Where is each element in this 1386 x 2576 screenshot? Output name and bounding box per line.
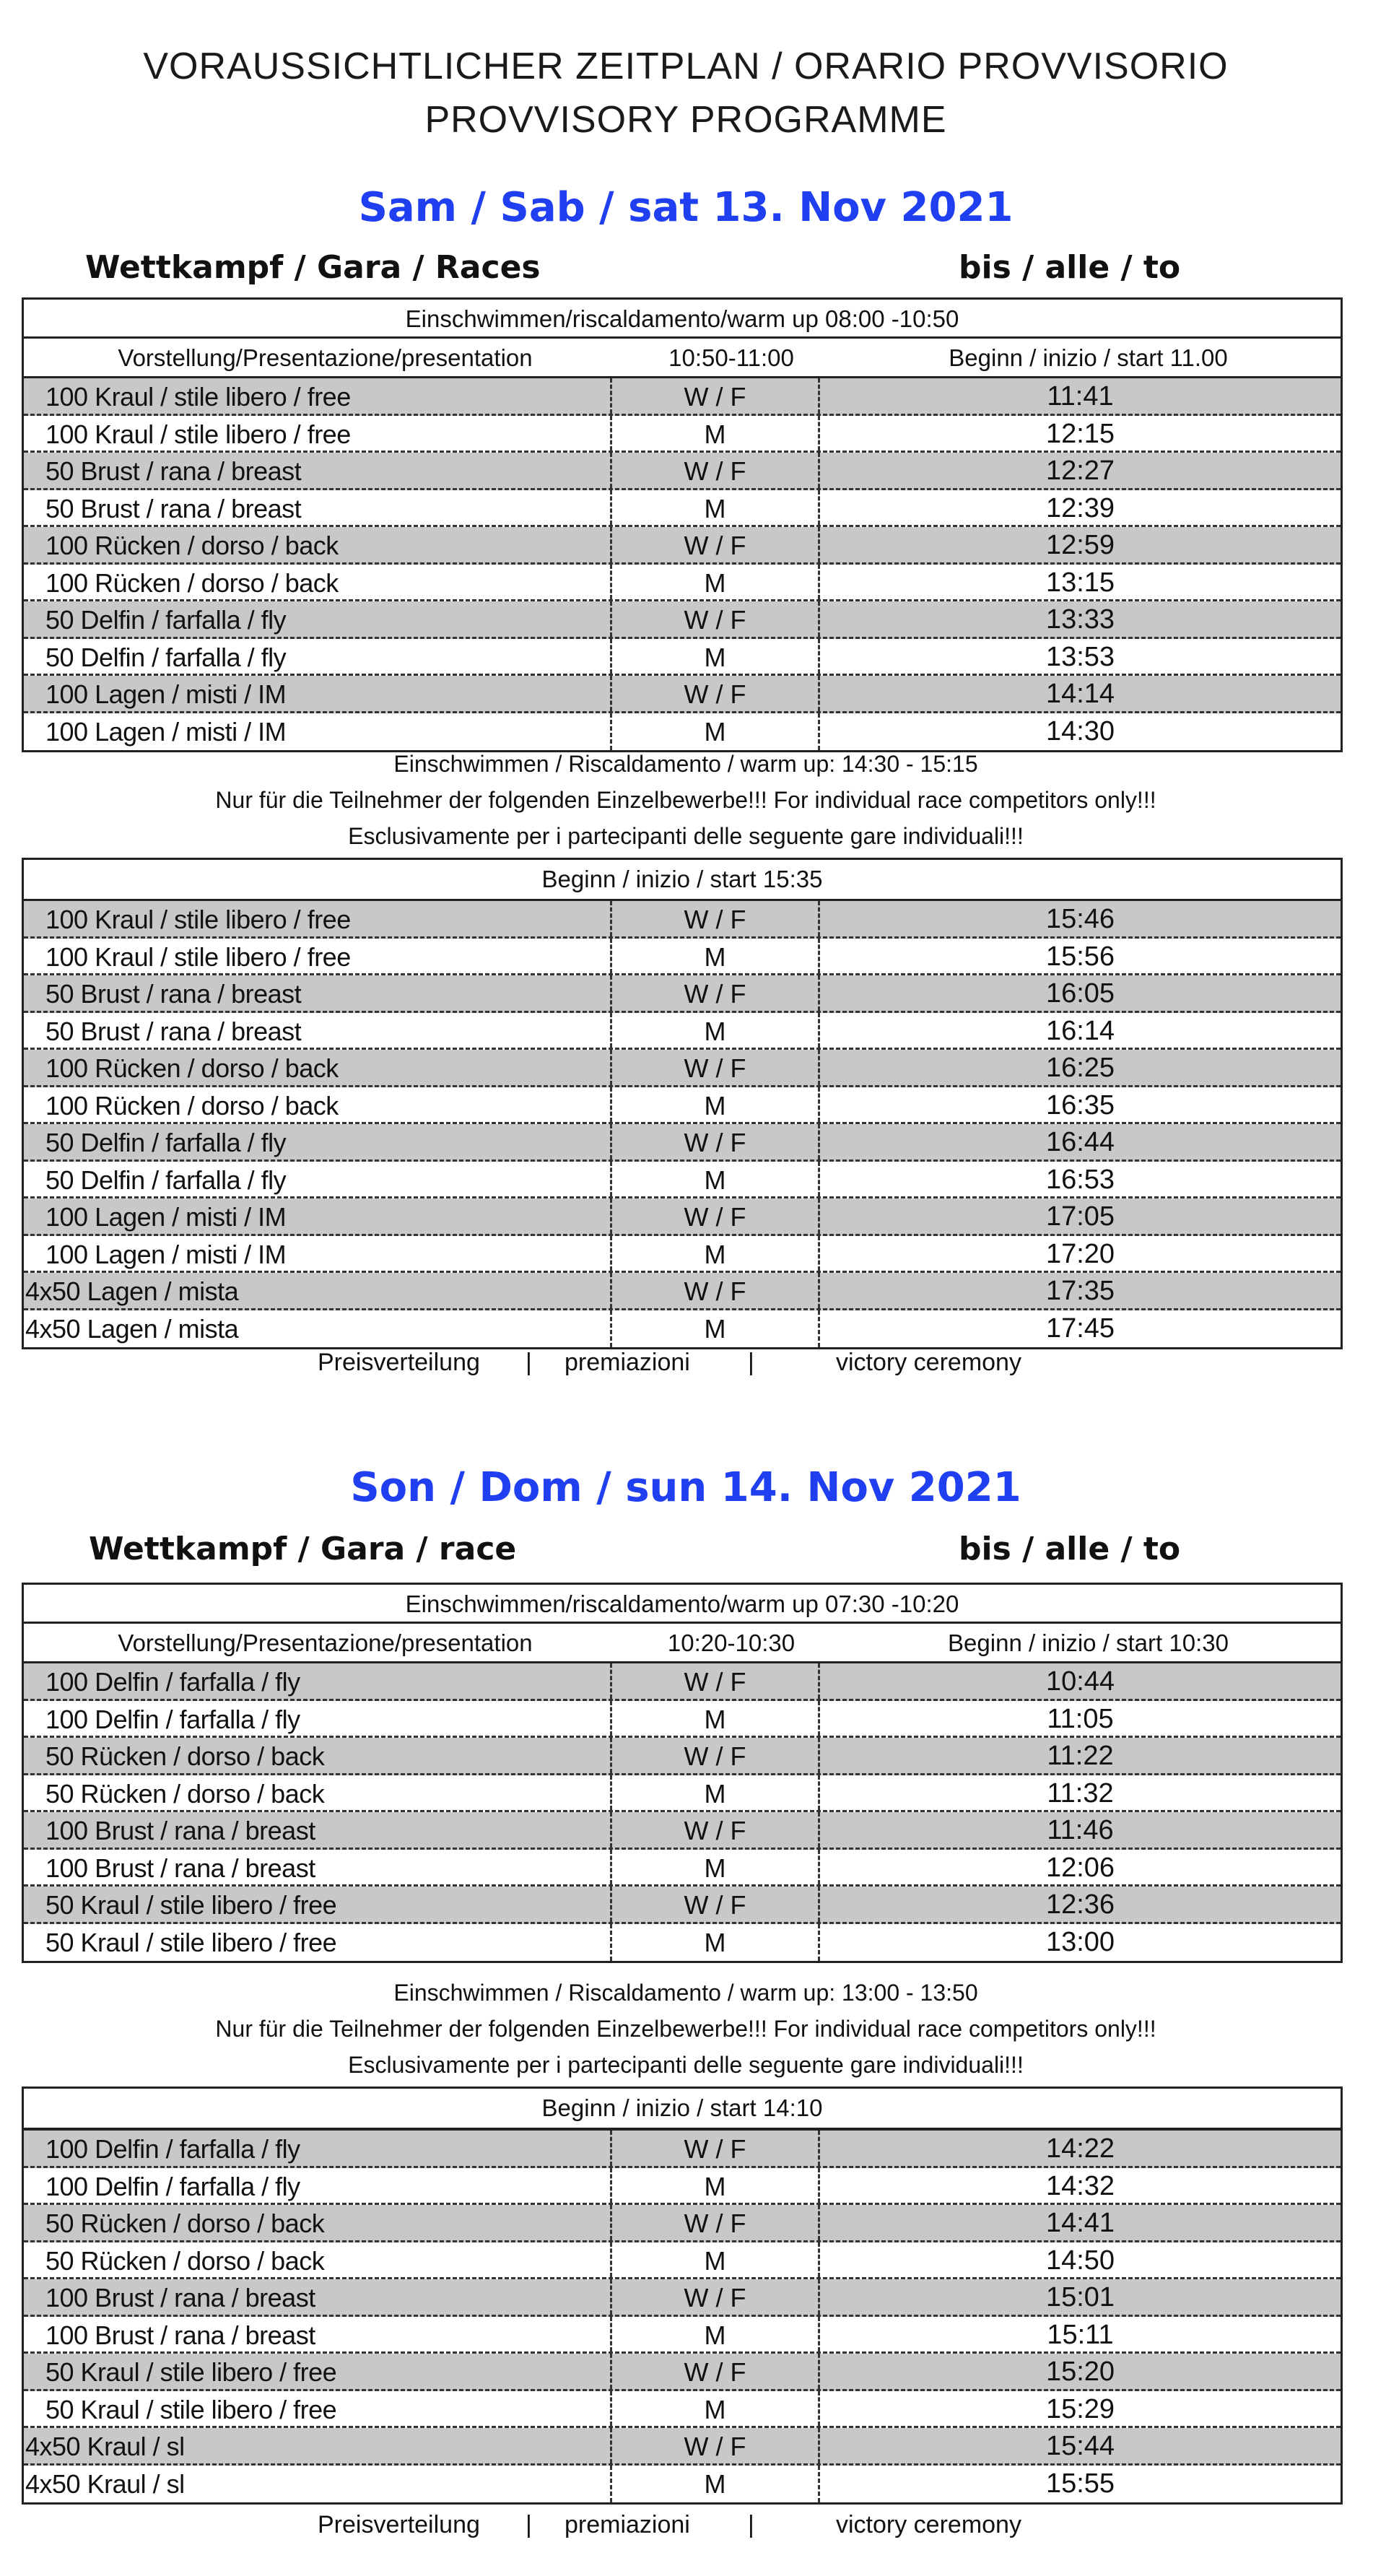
table-row (24, 2205, 1341, 2242)
gender-cell: M (612, 639, 820, 674)
gender-cell: W / F (612, 378, 820, 414)
table-row (24, 1013, 1341, 1050)
time-cell: 14:14 (1045, 679, 1115, 709)
event-name: 100 Kraul / stile libero / free (24, 939, 612, 974)
table-row (24, 2279, 1341, 2317)
event-name: 50 Kraul / stile libero / free (24, 1887, 612, 1922)
event-name: 50 Kraul / stile libero / free (24, 2391, 612, 2427)
table-row (24, 1087, 1341, 1125)
time-cell: 15:44 (1045, 2431, 1115, 2461)
ceremony-en: victory ceremony (836, 1349, 1021, 1376)
table-row (24, 1850, 1341, 1887)
gender-cell: M (612, 1701, 820, 1736)
time-cell: 11:41 (1047, 381, 1114, 412)
start-time-label: Beginn / inizio / start 11.00 (949, 344, 1228, 371)
gender-cell: W / F (612, 901, 820, 936)
presentation-line (24, 339, 1341, 378)
warmup-note: Einschwimmen / Riscaldamento / warm up: 13:00 - 13:50 (393, 1980, 978, 2006)
event-name: 100 Kraul / stile libero / free (24, 378, 612, 414)
table-row (24, 601, 1341, 639)
header-title: VORAUSSICHTLICHER ZEITPLAN / ORARIO PROVVISORIO (143, 45, 1229, 87)
time-cell: 17:05 (1045, 1201, 1115, 1232)
event-name: 100 Brust / rana / breast (24, 1812, 612, 1848)
table-row (24, 1812, 1341, 1850)
table-row (24, 1124, 1341, 1162)
event-name: 50 Brust / rana / breast (24, 453, 612, 488)
event-name: 4x50 Kraul / sl (24, 2466, 612, 2503)
ceremony-sep: | (748, 1349, 754, 1376)
time-cell: 13:15 (1045, 567, 1115, 598)
table-row (24, 901, 1341, 939)
start-time-label: Beginn / inizio / start 10:30 (948, 1629, 1229, 1656)
schedule-table (22, 899, 1343, 1349)
presentation-line (24, 1624, 1341, 1663)
event-name: 50 Kraul / stile libero / free (24, 1924, 612, 1962)
event-name: 50 Delfin / farfalla / fly (24, 1124, 612, 1159)
gender-cell: M (612, 2317, 820, 2352)
presentation-label: Vorstellung/Presentazione/presentation (118, 344, 533, 371)
event-name: 100 Lagen / misti / IM (24, 1198, 612, 1234)
ceremony-it: premiazioni (565, 2511, 690, 2538)
gender-cell: W / F (612, 1887, 820, 1922)
eligibility-note-it: Esclusivamente per i partecipanti delle seguente gare individuali!!! (348, 823, 1024, 849)
ceremony-sep: | (748, 2511, 754, 2538)
event-name: 50 Brust / rana / breast (24, 1013, 612, 1048)
time-cell: 16:44 (1045, 1127, 1115, 1157)
gender-cell: M (612, 713, 820, 751)
schedule-table (22, 1661, 1343, 1963)
time-cell: 12:27 (1045, 456, 1115, 486)
event-name: 4x50 Kraul / sl (24, 2428, 612, 2463)
event-name: 100 Rücken / dorso / back (24, 565, 612, 600)
ceremony-it: premiazioni (565, 1349, 690, 1376)
gender-cell: M (612, 1924, 820, 1962)
table-row (24, 2317, 1341, 2354)
event-name: 50 Delfin / farfalla / fly (24, 601, 612, 637)
schedule-table (22, 2128, 1343, 2505)
event-name: 100 Lagen / misti / IM (24, 713, 612, 751)
event-name: 100 Kraul / stile libero / free (24, 901, 612, 936)
to-column-header: bis / alle / to (959, 1531, 1181, 1567)
time-cell: 14:32 (1045, 2170, 1115, 2201)
gender-cell: M (612, 2391, 820, 2427)
gender-cell: M (612, 416, 820, 451)
event-name: 50 Brust / rana / breast (24, 490, 612, 526)
time-cell: 15:20 (1045, 2357, 1115, 2387)
table-row (24, 1162, 1341, 1199)
time-cell: 15:46 (1045, 904, 1115, 934)
gender-cell: M (612, 565, 820, 600)
table-row (24, 1310, 1341, 1348)
race-column-header: Wettkampf / Gara / Races (85, 249, 541, 286)
time-cell: 15:55 (1045, 2468, 1115, 2499)
time-cell: 12:36 (1045, 1889, 1115, 1920)
event-name: 4x50 Lagen / mista (24, 1273, 612, 1308)
time-cell: 12:59 (1045, 530, 1115, 560)
event-name: 100 Lagen / misti / IM (24, 1236, 612, 1271)
start-box (22, 2087, 1343, 2130)
table-row (24, 713, 1341, 751)
table-row (24, 1701, 1341, 1739)
event-name: 4x50 Lagen / mista (24, 1310, 612, 1348)
time-cell: 15:11 (1047, 2319, 1114, 2350)
gender-cell: M (612, 2466, 820, 2503)
time-cell: 14:30 (1045, 715, 1115, 747)
gender-cell: W / F (612, 453, 820, 488)
event-name: 50 Rücken / dorso / back (24, 1738, 612, 1773)
table-row (24, 1738, 1341, 1775)
event-name: 100 Rücken / dorso / back (24, 1050, 612, 1085)
event-name: 100 Brust / rana / breast (24, 2317, 612, 2352)
gender-cell: W / F (612, 1738, 820, 1773)
warmup-line: Einschwimmen/riscaldamento/warm up 08:00 -10:50 (24, 300, 1341, 339)
table-row (24, 2466, 1341, 2503)
warmup-box (22, 297, 1343, 380)
gender-cell: M (612, 1162, 820, 1197)
gender-cell: W / F (612, 601, 820, 637)
time-cell: 10:44 (1045, 1666, 1115, 1697)
event-name: 50 Rücken / dorso / back (24, 2242, 612, 2278)
time-cell: 17:45 (1045, 1313, 1115, 1344)
table-row (24, 565, 1341, 602)
warmup-note: Einschwimmen / Riscaldamento / warm up: 14:30 - 15:15 (393, 751, 978, 777)
ceremony-de: Preisverteilung (318, 2511, 480, 2538)
gender-cell: M (612, 490, 820, 526)
day-title: Son / Dom / sun 14. Nov 2021 (350, 1464, 1021, 1511)
table-row (24, 378, 1341, 416)
time-cell: 13:53 (1045, 641, 1115, 672)
table-row (24, 527, 1341, 565)
event-name: 100 Delfin / farfalla / fly (24, 2131, 612, 2166)
event-name: 100 Lagen / misti / IM (24, 676, 612, 711)
gender-cell: M (612, 939, 820, 974)
gender-cell: W / F (612, 1812, 820, 1848)
event-name: 100 Delfin / farfalla / fly (24, 1663, 612, 1699)
table-row (24, 1663, 1341, 1701)
gender-cell: M (612, 2168, 820, 2203)
gender-cell: M (612, 2242, 820, 2278)
ceremony-en: victory ceremony (836, 2511, 1021, 2538)
warmup-line: Einschwimmen/riscaldamento/warm up 07:30 -10:20 (24, 1585, 1341, 1624)
to-column-header: bis / alle / to (959, 249, 1181, 286)
table-row (24, 1236, 1341, 1274)
table-row (24, 939, 1341, 976)
table-row (24, 1050, 1341, 1087)
table-row (24, 1775, 1341, 1813)
table-row (24, 2242, 1341, 2280)
table-row (24, 676, 1341, 713)
table-row (24, 490, 1341, 528)
event-name: 50 Delfin / farfalla / fly (24, 1162, 612, 1197)
time-cell: 15:56 (1045, 941, 1115, 972)
table-row (24, 2354, 1341, 2391)
event-name: 100 Brust / rana / breast (24, 1850, 612, 1885)
eligibility-note: Nur für die Teilnehmer der folgenden Einzelbewerbe!!! For individual race competitors only!!! (215, 2016, 1156, 2042)
warmup-box (22, 1583, 1343, 1665)
time-cell: 17:35 (1045, 1276, 1115, 1306)
time-cell: 11:32 (1047, 1777, 1114, 1809)
gender-cell: M (612, 1850, 820, 1885)
gender-cell: W / F (612, 2428, 820, 2463)
gender-cell: M (612, 1775, 820, 1811)
time-cell: 15:01 (1045, 2282, 1115, 2312)
time-cell: 16:35 (1045, 1089, 1115, 1121)
event-name: 50 Brust / rana / breast (24, 975, 612, 1011)
schedule-table (22, 376, 1343, 752)
table-row (24, 1887, 1341, 1924)
presentation-time: 10:20-10:30 (667, 1629, 796, 1656)
time-cell: 12:06 (1045, 1852, 1115, 1883)
table-row (24, 2428, 1341, 2466)
event-name: 100 Rücken / dorso / back (24, 1087, 612, 1123)
gender-cell: W / F (612, 2205, 820, 2240)
start-box (22, 858, 1343, 901)
gender-cell: W / F (612, 1198, 820, 1234)
day-title: Sam / Sab / sat 13. Nov 2021 (358, 184, 1014, 231)
event-name: 100 Brust / rana / breast (24, 2279, 612, 2315)
table-row (24, 639, 1341, 676)
time-cell: 12:15 (1045, 418, 1115, 449)
gender-cell: W / F (612, 2131, 820, 2166)
gender-cell: W / F (612, 975, 820, 1011)
time-cell: 16:14 (1045, 1015, 1115, 1046)
session-start-line: Beginn / inizio / start 15:35 (541, 866, 823, 892)
gender-cell: W / F (612, 527, 820, 562)
time-cell: 14:22 (1045, 2133, 1115, 2164)
time-cell: 13:00 (1045, 1926, 1115, 1957)
time-cell: 16:05 (1045, 978, 1115, 1009)
event-name: 100 Delfin / farfalla / fly (24, 2168, 612, 2203)
event-name: 50 Rücken / dorso / back (24, 1775, 612, 1811)
time-cell: 11:22 (1047, 1741, 1114, 1771)
gender-cell: W / F (612, 1663, 820, 1699)
time-cell: 11:46 (1047, 1815, 1114, 1845)
table-row (24, 2168, 1341, 2206)
time-cell: 12:39 (1045, 492, 1115, 523)
time-cell: 13:33 (1045, 604, 1115, 635)
gender-cell: M (612, 1087, 820, 1123)
session-start-line: Beginn / inizio / start 14:10 (541, 2094, 823, 2121)
table-row (24, 975, 1341, 1013)
time-cell: 16:25 (1045, 1053, 1115, 1083)
table-row (24, 1924, 1341, 1962)
time-cell: 17:20 (1045, 1238, 1115, 1269)
time-cell: 16:53 (1045, 1164, 1115, 1195)
race-column-header: Wettkampf / Gara / race (89, 1531, 517, 1567)
gender-cell: W / F (612, 1050, 820, 1085)
ceremony-sep: | (526, 2511, 532, 2538)
eligibility-note: Nur für die Teilnehmer der folgenden Einzelbewerbe!!! For individual race competitors only!!! (215, 787, 1156, 813)
time-cell: 15:29 (1045, 2393, 1115, 2424)
gender-cell: W / F (612, 2279, 820, 2315)
table-row (24, 2391, 1341, 2429)
gender-cell: W / F (612, 2354, 820, 2389)
eligibility-note-it: Esclusivamente per i partecipanti delle seguente gare individuali!!! (348, 2052, 1024, 2078)
gender-cell: W / F (612, 1124, 820, 1159)
gender-cell: W / F (612, 676, 820, 711)
event-name: 50 Delfin / farfalla / fly (24, 639, 612, 674)
gender-cell: M (612, 1236, 820, 1271)
time-cell: 14:50 (1045, 2245, 1115, 2276)
table-row (24, 416, 1341, 453)
gender-cell: W / F (612, 1273, 820, 1308)
table-row (24, 453, 1341, 490)
event-name: 100 Delfin / farfalla / fly (24, 1701, 612, 1736)
presentation-label: Vorstellung/Presentazione/presentation (118, 1629, 533, 1656)
presentation-time: 10:50-11:00 (668, 344, 794, 371)
event-name: 100 Rücken / dorso / back (24, 527, 612, 562)
ceremony-sep: | (526, 1349, 532, 1376)
time-cell: 11:05 (1047, 1703, 1114, 1734)
event-name: 50 Rücken / dorso / back (24, 2205, 612, 2240)
table-row (24, 1273, 1341, 1310)
table-row (24, 1198, 1341, 1236)
table-row (24, 2131, 1341, 2168)
gender-cell: M (612, 1310, 820, 1348)
header-subtitle: PROVVISORY PROGRAMME (424, 99, 947, 141)
event-name: 100 Kraul / stile libero / free (24, 416, 612, 451)
ceremony-de: Preisverteilung (318, 1349, 480, 1376)
time-cell: 14:41 (1045, 2208, 1115, 2238)
event-name: 50 Kraul / stile libero / free (24, 2354, 612, 2389)
gender-cell: M (612, 1013, 820, 1048)
